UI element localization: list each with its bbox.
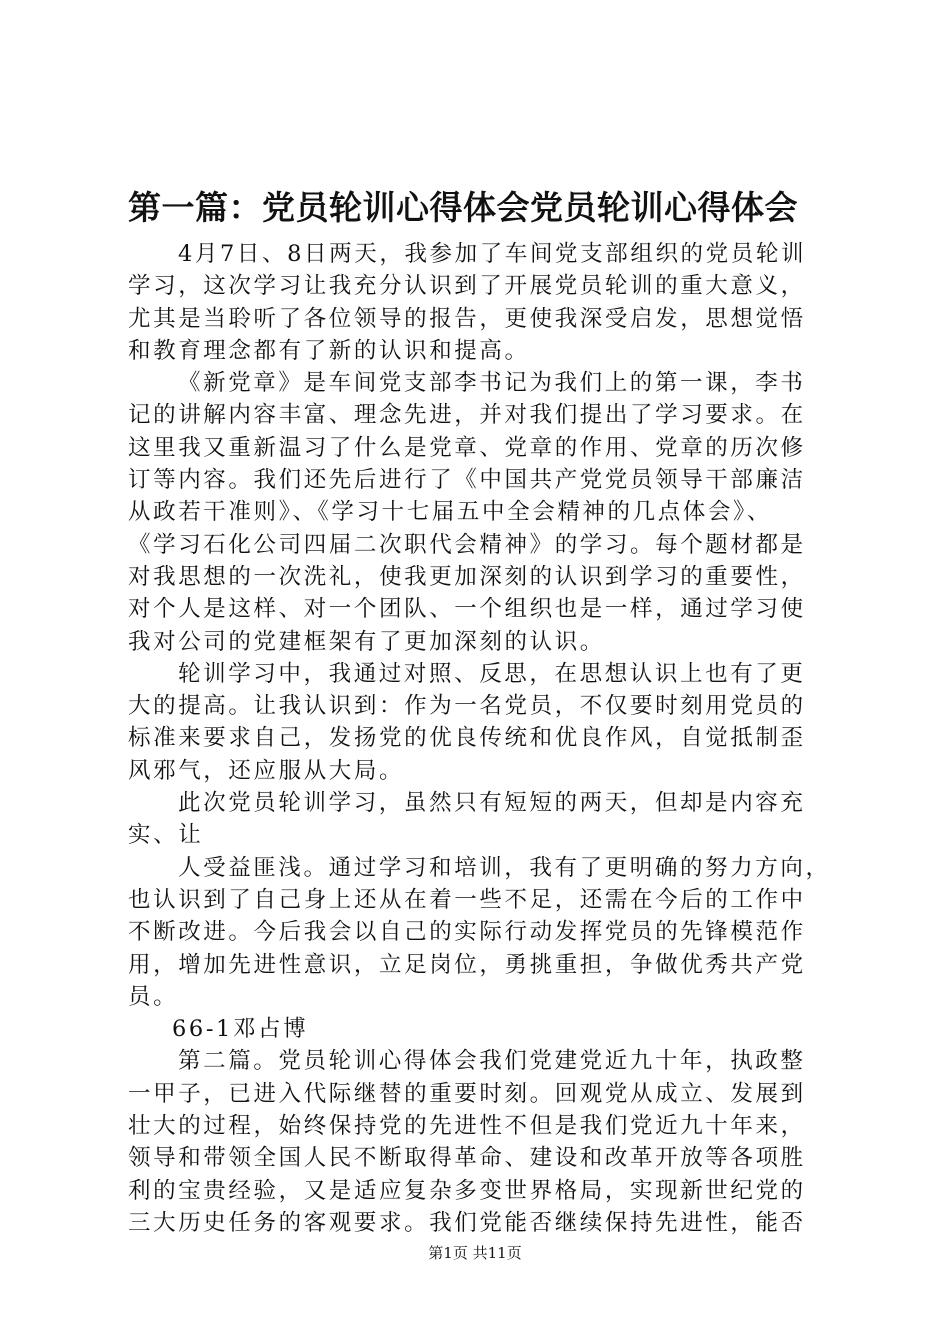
paragraph-line: 实、让 <box>128 822 204 849</box>
paragraph-line: 《新党章》是车间党支部李书记为我们上的第一课，李书 <box>178 370 806 397</box>
paragraph-line: 4月7日、8日两天，我参加了车间党支部组织的党员轮训 <box>178 241 807 267</box>
paragraph-line: 也认识到了自己身上还从在着一些不足，还需在今后的工作中 <box>128 886 806 913</box>
paragraph-line: 我对公司的党建框架有了更加深刻的认识。 <box>128 628 605 655</box>
document-title: 第一篇：党员轮训心得体会党员轮训心得体会 <box>128 188 798 227</box>
paragraph-line: 《学习石化公司四届二次职代会精神》的学习。每个题材都是 <box>128 531 806 558</box>
paragraph-line: 轮训学习中，我通过对照、反思，在思想认识上也有了更 <box>178 660 806 687</box>
paragraph-line: 对个人是这样、对一个团队、一个组织也是一样，通过学习使 <box>128 596 806 623</box>
paragraph-line: 标准来要求自己，发扬党的优良传统和优良作风，自觉抵制歪 <box>128 725 806 752</box>
paragraph-line: 风邪气，还应服从大局。 <box>128 757 405 784</box>
page-number-footer: 第1页 共11页 <box>428 1244 522 1262</box>
paragraph-line: 人受益匪浅。通过学习和培训，我有了更明确的努力方向， <box>178 854 831 881</box>
paragraph-line: 从政若干准则》、《学习十七届五中全会精神的几点体会》、 <box>128 499 772 526</box>
paragraph-line: 此次党员轮训学习，虽然只有短短的两天，但却是内容充 <box>178 790 806 817</box>
paragraph-line: 学习，这次学习让我充分认识到了开展党员轮训的重大意义， <box>128 273 806 300</box>
paragraph-line: 不断改进。今后我会以自己的实际行动发挥党员的先锋模范作 <box>128 919 806 946</box>
paragraph-line: 用，增加先进性意识，立足岗位，勇挑重担，争做优秀共产党 <box>128 951 806 978</box>
paragraph-line: 领导和带领全国人民不断取得革命、建设和改革开放等各项胜 <box>128 1145 806 1172</box>
paragraph-line: 这里我又重新温习了什么是党章、党章的作用、党章的历次修 <box>128 434 806 461</box>
author-signature: 66-1邓占博 <box>172 1016 309 1043</box>
paragraph-line: 利的宝贵经验，又是适应复杂多变世界格局，实现新世纪党的 <box>128 1177 806 1204</box>
document-body <box>128 238 833 1239</box>
paragraph-line: 三大历史任务的客观要求。我们党能否继续保持先进性，能否 <box>128 1209 806 1236</box>
paragraph-line: 尤其是当聆听了各位领导的报告，更使我深受启发，思想觉悟 <box>128 305 806 332</box>
paragraph-line: 对我思想的一次洗礼，使我更加深刻的认识到学习的重要性， <box>128 563 806 590</box>
paragraph-line: 壮大的过程，始终保持党的先进性不但是我们党近九十年来， <box>128 1113 806 1140</box>
paragraph-line: 记的讲解内容丰富、理念先进，并对我们提出了学习要求。在 <box>128 402 806 429</box>
paragraph-line: 订等内容。我们还先后进行了《中国共产党党员领导干部廉洁 <box>128 467 806 494</box>
paragraph-line: 员。 <box>128 983 179 1010</box>
paragraph-line: 和教育理念都有了新的认识和提高。 <box>128 337 530 364</box>
paragraph-line: 第二篇。党员轮训心得体会我们党建党近九十年，执政整 <box>178 1048 806 1075</box>
paragraph-line: 一甲子，已进入代际继替的重要时刻。回观党从成立、发展到 <box>128 1080 806 1107</box>
paragraph-line: 大的提高。让我认识到：作为一名党员，不仅要时刻用党员的 <box>128 693 806 720</box>
